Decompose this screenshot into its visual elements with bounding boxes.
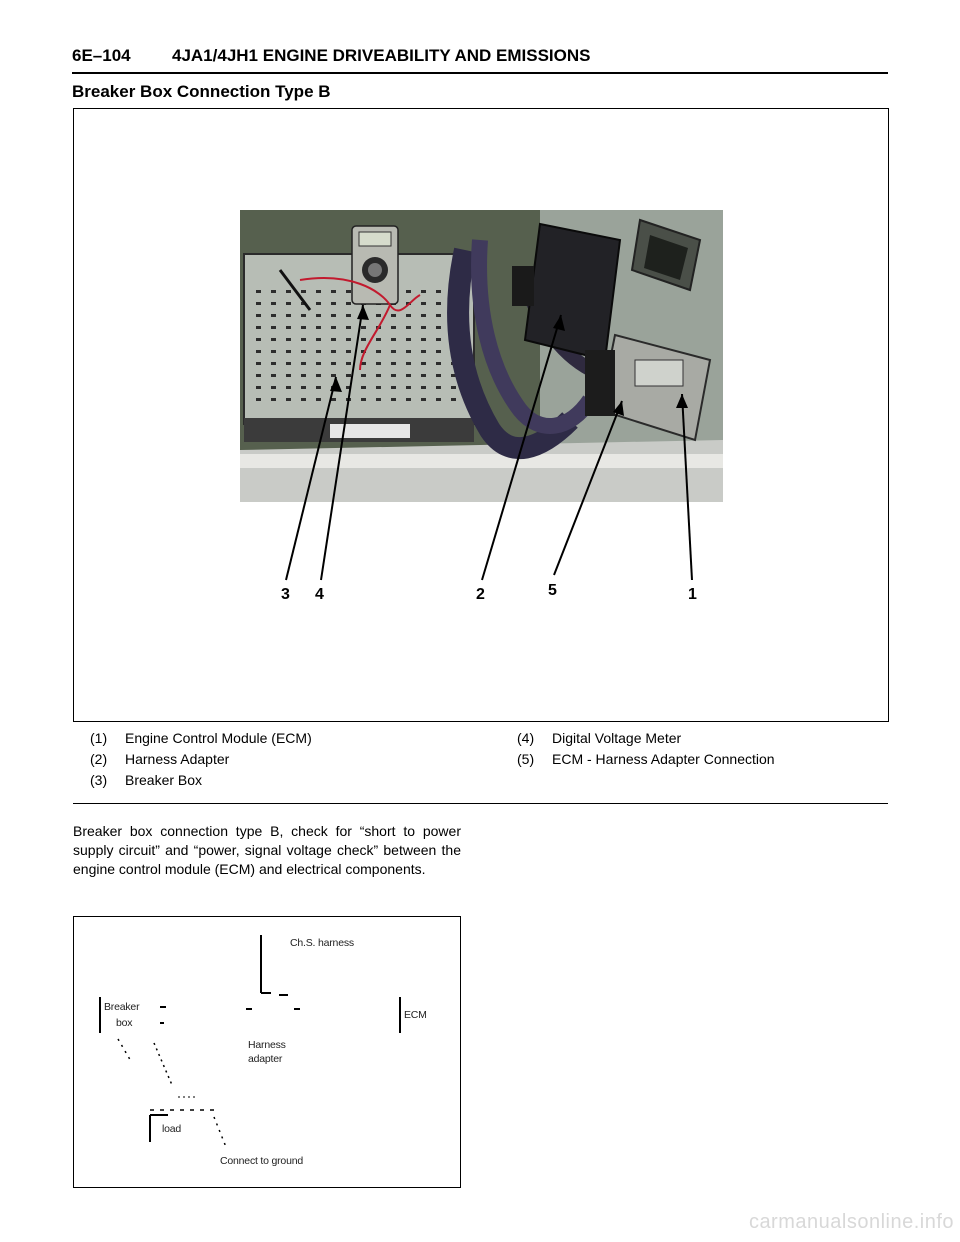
diagram-label-harness: Ch.S. harness xyxy=(290,937,354,949)
legend-number: (1) xyxy=(90,730,108,746)
running-title: 4JA1/4JH1 ENGINE DRIVEABILITY AND EMISSIONS xyxy=(172,46,591,65)
callout-arrow-1 xyxy=(676,394,688,408)
diagram-label-box: box xyxy=(116,1017,133,1029)
callout-leader-5 xyxy=(554,401,622,575)
callout-leader-1 xyxy=(682,394,692,580)
callout-label-3: 3 xyxy=(281,586,290,603)
callout-label-1: 1 xyxy=(688,586,697,603)
callout-leader-3 xyxy=(286,377,336,580)
callout-arrow-5 xyxy=(613,401,624,416)
legend-item-1 xyxy=(90,730,312,746)
callout-leaders xyxy=(74,109,888,721)
diagram-label-ground: Connect to ground xyxy=(220,1155,303,1167)
page-header xyxy=(72,46,888,74)
legend-item-4 xyxy=(517,730,681,746)
legend-number: (4) xyxy=(517,730,535,746)
callout-label-5: 5 xyxy=(548,582,557,599)
legend-item-3 xyxy=(90,772,202,788)
callout-label-2: 2 xyxy=(476,586,485,603)
diagram-label-breaker: Breaker xyxy=(104,1001,140,1013)
legend-item-2 xyxy=(90,751,229,767)
section-title: Breaker Box Connection Type B xyxy=(72,82,331,101)
connection-diagram xyxy=(73,916,461,1188)
legend-label: Harness Adapter xyxy=(125,751,230,767)
callout-arrow-4 xyxy=(357,305,369,320)
legend-number: (3) xyxy=(90,772,108,788)
legend-label: Digital Voltage Meter xyxy=(552,730,682,746)
page-number: 6E–104 xyxy=(72,46,131,65)
connection-diagram-lines xyxy=(74,917,460,1187)
legend-label: ECM - Harness Adapter Connection xyxy=(552,751,775,767)
diagram-label-adapter-2: adapter xyxy=(248,1053,283,1065)
legend-number: (5) xyxy=(517,751,535,767)
body-paragraph: Breaker box connection type B, check for “short to power supply circuit” and “power, signal voltage check” between the engine control module (ECM) and electrical components. xyxy=(73,823,461,877)
figure-frame xyxy=(73,108,889,722)
diagram-label-adapter-1: Harness xyxy=(248,1039,286,1051)
callout-leader-4 xyxy=(321,305,363,580)
callout-label-4: 4 xyxy=(315,586,324,603)
callout-leader-2 xyxy=(482,315,561,580)
legend-label: Breaker Box xyxy=(125,772,203,788)
section-divider xyxy=(73,803,888,804)
legend-item-5 xyxy=(517,751,775,767)
legend-label: Engine Control Module (ECM) xyxy=(125,730,312,746)
diagram-label-load: load xyxy=(162,1123,182,1135)
watermark: carmanualsonline.info xyxy=(748,1211,954,1233)
diagram-label-ecm: ECM xyxy=(404,1009,427,1021)
callout-arrow-2 xyxy=(553,315,565,331)
legend-number: (2) xyxy=(90,751,108,767)
callout-arrow-3 xyxy=(330,377,342,392)
